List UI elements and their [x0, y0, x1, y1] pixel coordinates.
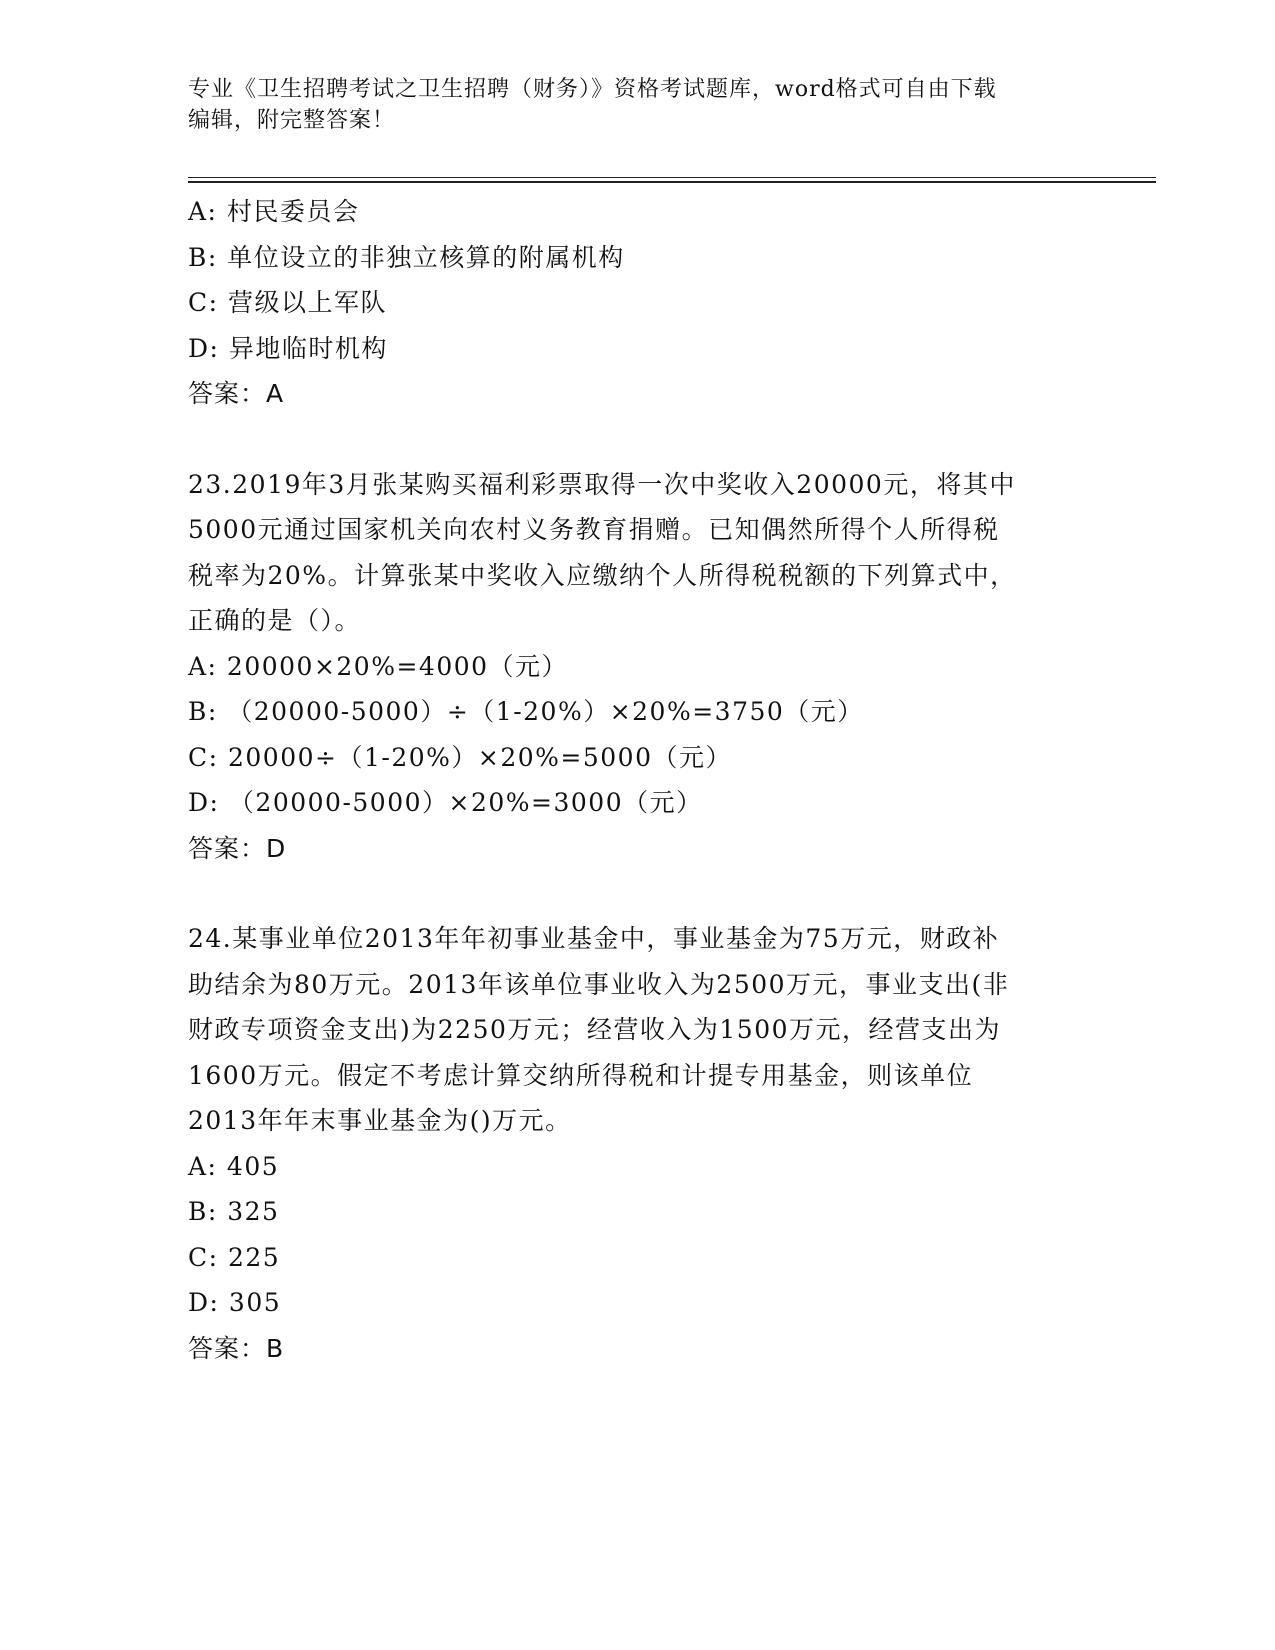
option-b: B: （20000-5000）÷（1-20%）×20%=3750（元）	[188, 697, 864, 726]
header-divider-thin	[188, 177, 1156, 178]
header-divider-thick	[188, 181, 1156, 183]
option-d: D: 305	[188, 1288, 282, 1317]
option-a: A: 20000×20%=4000（元）	[188, 651, 569, 681]
option-c: C: 20000÷（1-20%）×20%=5000（元）	[188, 742, 732, 772]
question-23	[188, 462, 1088, 872]
header-line-2: 编辑，附完整答案！	[188, 108, 396, 133]
question-text-line: 财政专项资金支出)为2250万元；经营收入为1500万元，经营支出为	[188, 1015, 1002, 1044]
option-c: C: 营级以上军队	[188, 288, 387, 317]
option-d: D: 异地临时机构	[188, 333, 388, 363]
question-text-line: 助结余为80万元。2013年该单位事业收入为2500万元，事业支出(非	[188, 969, 1010, 999]
question-text-line: 2013年年末事业基金为()万元。	[188, 1106, 572, 1135]
option-b: B: 325	[188, 1197, 280, 1226]
option-b: B: 单位设立的非独立核算的附属机构	[188, 242, 625, 272]
answer: 答案：B	[188, 1333, 285, 1363]
option-d: D: （20000-5000）×20%=3000（元）	[188, 788, 703, 817]
document-header	[188, 74, 1068, 136]
question-text-line: 1600万元。假定不考虑计算交纳所得税和计提专用基金，则该单位	[188, 1060, 974, 1090]
document-body	[188, 189, 1088, 1371]
answer: 答案：A	[188, 379, 285, 408]
option-c: C: 225	[188, 1242, 281, 1272]
question-text-line: 23.2019年3月张某购买福利彩票取得一次中奖收入20000元，将其中	[188, 469, 1016, 499]
option-a: A: 村民委员会	[188, 197, 360, 226]
option-a: A: 405	[188, 1151, 280, 1181]
question-24	[188, 916, 1088, 1371]
header-line-1: 专业《卫生招聘考试之卫生招聘（财务）》资格考试题库，word格式可自由下载	[188, 77, 997, 102]
question-text-line: 正确的是（）。	[188, 606, 362, 635]
question-text-line: 24.某事业单位2013年年初事业基金中，事业基金为75万元，财政补	[188, 924, 1000, 953]
question-text-line: 税率为20%。计算张某中奖收入应缴纳个人所得税税额的下列算式中，	[188, 560, 1017, 590]
question-22-tail	[188, 189, 1088, 417]
answer: 答案：D	[188, 833, 287, 863]
question-text-line: 5000元通过国家机关向农村义务教育捐赠。已知偶然所得个人所得税	[188, 515, 1000, 544]
